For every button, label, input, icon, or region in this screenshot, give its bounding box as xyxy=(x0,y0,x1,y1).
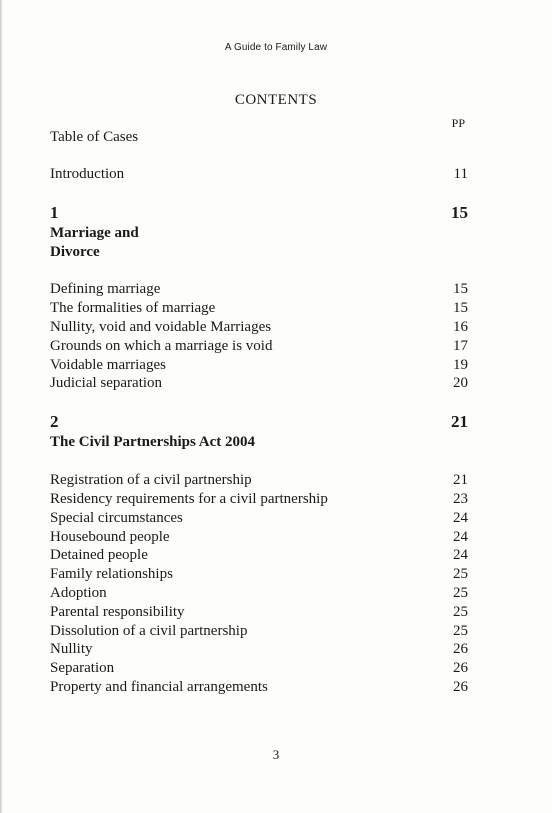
page-column-label: PP xyxy=(451,116,465,130)
toc-entry[interactable] xyxy=(50,318,468,336)
toc-entry[interactable] xyxy=(50,471,468,489)
toc-entry[interactable] xyxy=(50,603,468,621)
contents-title: CONTENTS xyxy=(234,92,318,108)
toc-entry-label: Residency requirements for a civil partnership xyxy=(50,491,328,507)
toc-entry-page: 24 xyxy=(453,510,468,526)
toc-entry-introduction[interactable] xyxy=(50,165,468,183)
toc-entry[interactable] xyxy=(50,299,468,317)
toc-entry-page: 16 xyxy=(453,319,468,335)
toc-entry-page: 21 xyxy=(453,472,468,488)
toc-entry[interactable] xyxy=(50,528,468,546)
toc-entry-page: 24 xyxy=(453,547,468,563)
toc-entry-label: Detained people xyxy=(50,547,148,563)
toc-entry-label: Separation xyxy=(50,660,115,676)
toc-entry-label: The formalities of marriage xyxy=(50,300,216,316)
toc-entry[interactable] xyxy=(50,374,468,392)
toc-entry[interactable] xyxy=(50,356,468,374)
toc-entry[interactable] xyxy=(50,280,468,298)
toc-entry-label: Nullity xyxy=(50,641,93,657)
toc-entry-label: Registration of a civil partnership xyxy=(50,472,252,488)
toc-entry-label: Judicial separation xyxy=(50,375,163,391)
toc-entry[interactable] xyxy=(50,640,468,658)
chapter-number: 2 xyxy=(50,412,59,431)
toc-entry-page: 15 xyxy=(453,300,468,316)
toc-entry[interactable] xyxy=(50,546,468,564)
toc-entry-page: 26 xyxy=(453,660,468,676)
toc-entry-page: 11 xyxy=(453,166,468,182)
page-binding-edge xyxy=(0,0,3,813)
toc-entry-label: Special circumstances xyxy=(50,510,183,526)
toc-entry-label: Family relationships xyxy=(50,566,173,582)
toc-entry[interactable] xyxy=(50,565,468,583)
toc-entry-page: 24 xyxy=(453,529,468,545)
toc-entry[interactable] xyxy=(50,659,468,677)
toc-entry-label: Defining marriage xyxy=(50,281,161,297)
toc-entry-page: 25 xyxy=(453,566,468,582)
chapter-title: Marriage and xyxy=(50,225,139,241)
chapter-heading-2[interactable] xyxy=(50,412,468,432)
toc-entry[interactable] xyxy=(50,509,468,527)
page-number: 3 xyxy=(272,747,280,762)
toc-entry-label: Property and financial arrangements xyxy=(50,679,268,695)
toc-entry-page: 20 xyxy=(453,375,468,391)
toc-entry-label: Adoption xyxy=(50,585,107,601)
toc-entry-label: Introduction xyxy=(50,166,125,182)
toc-entry-label: Nullity, void and voidable Marriages xyxy=(50,319,272,335)
toc-entry-label: Dissolution of a civil partnership xyxy=(50,623,248,639)
toc-entry-label: Table of Cases xyxy=(50,129,139,145)
toc-entry-label: Housebound people xyxy=(50,529,170,545)
toc-entry-label: Parental responsibility xyxy=(50,604,185,620)
toc-entry[interactable] xyxy=(50,337,468,355)
toc-entry-table-of-cases[interactable] xyxy=(50,128,468,146)
toc-entry-label: Grounds on which a marriage is void xyxy=(50,338,273,354)
toc-entry-page: 25 xyxy=(453,623,468,639)
chapter-page: 15 xyxy=(451,203,468,222)
chapter-heading-1[interactable] xyxy=(50,203,468,223)
running-header: A Guide to Family Law xyxy=(224,42,328,53)
toc-entry-page: 15 xyxy=(453,281,468,297)
toc-entry-page: 25 xyxy=(453,604,468,620)
toc-entry-page: 17 xyxy=(453,338,468,354)
toc-entry-page: 26 xyxy=(453,641,468,657)
toc-entry-page: 23 xyxy=(453,491,468,507)
toc-entry[interactable] xyxy=(50,678,468,696)
toc-entry[interactable] xyxy=(50,622,468,640)
toc-entry[interactable] xyxy=(50,584,468,602)
chapter-title: The Civil Partnerships Act 2004 xyxy=(50,434,255,450)
chapter-title: Divorce xyxy=(50,244,100,260)
toc-entry-page: 25 xyxy=(453,585,468,601)
toc-entry-page: 26 xyxy=(453,679,468,695)
chapter-number: 1 xyxy=(50,203,59,222)
toc-entry-label: Voidable marriages xyxy=(50,357,166,373)
toc-entry-page: 19 xyxy=(453,357,468,373)
chapter-page: 21 xyxy=(451,412,468,431)
toc-entry[interactable] xyxy=(50,490,468,508)
